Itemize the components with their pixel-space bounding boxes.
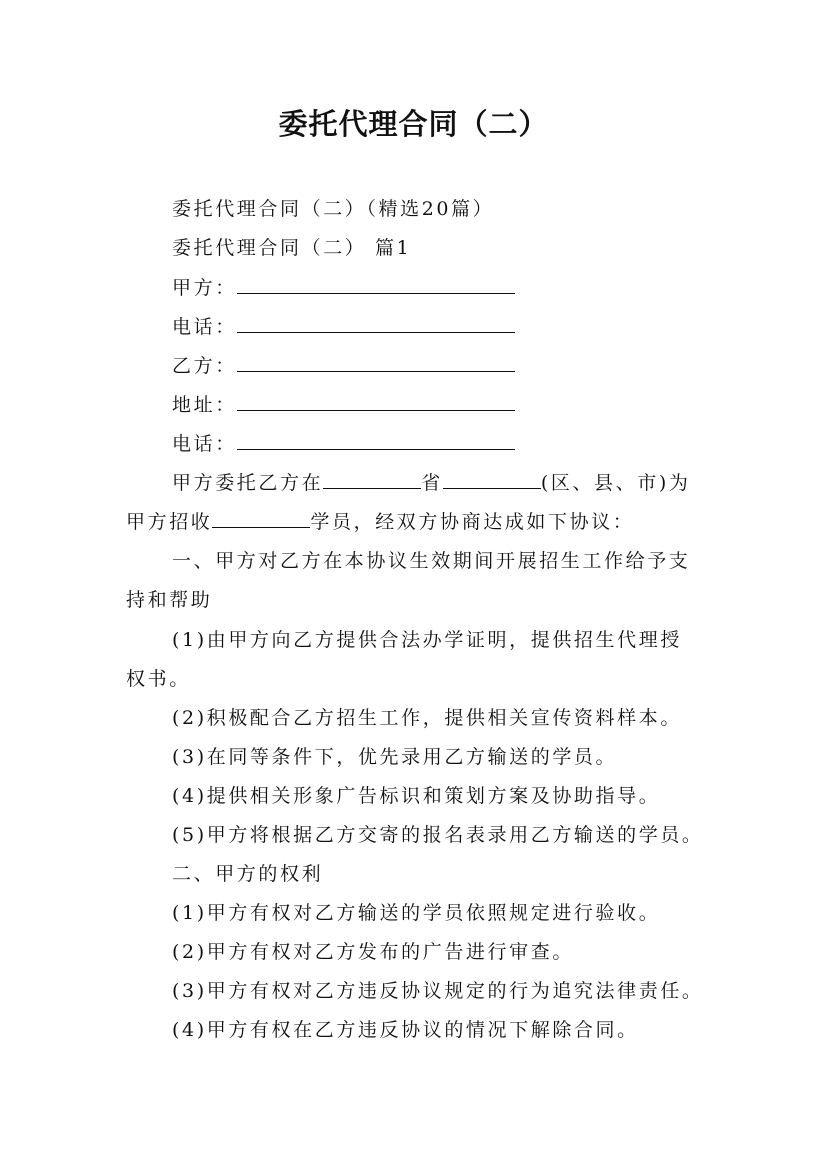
clause-item-cont: 权书。 [126,668,191,690]
phone-b-blank [237,431,515,450]
clause-heading-cont: 持和帮助 [126,589,213,611]
address-blank [237,392,515,411]
province-blank [323,470,421,489]
section-heading: 委托代理合同（二） 篇1 [172,237,412,259]
party-a-blank [237,275,515,294]
address-line [172,392,515,418]
party-a-label: 甲方： [172,277,237,299]
subtitle-line: 委托代理合同（二）（精选20篇） [172,198,495,220]
clause-item: (2)积极配合乙方招生工作，提供相关宣传资料样本。 [172,707,682,729]
party-b-blank [237,353,515,372]
clause-item: (1)由甲方向乙方提供合法办学证明，提供招生代理授 [172,629,682,651]
agreement-paragraph-line: 甲方招收 学员，经双方协商达成如下协议： [126,511,635,533]
agreement-paragraph-line: 甲方委托乙方在 省 (区、县、市)为 [172,472,691,494]
clause-item: (2)甲方有权对乙方发布的广告进行审查。 [172,941,574,963]
clause-heading: 一、甲方对乙方在本协议生效期间开展招生工作给予支 [172,550,691,572]
party-b-label: 乙方： [172,355,237,377]
party-b-line [172,353,515,379]
document-title: 委托代理合同（二） [278,107,549,141]
clause-item: (4)甲方有权在乙方违反协议的情况下解除合同。 [172,1019,639,1041]
district-blank [443,470,541,489]
clause-item: (3)甲方有权对乙方违反协议规定的行为追究法律责任。 [172,980,704,1002]
clause-item: (4)提供相关形象广告标识和策划方案及协助指导。 [172,785,661,807]
clause-item: (5)甲方将根据乙方交寄的报名表录用乙方输送的学员。 [172,824,704,846]
phone-a-label: 电话： [172,316,237,338]
clause-item: (1)甲方有权对乙方输送的学员依照规定进行验收。 [172,902,661,924]
students-blank [212,509,310,528]
address-label: 地址： [172,394,237,416]
phone-b-line [172,431,515,457]
phone-a-blank [237,314,515,333]
phone-b-label: 电话： [172,433,237,455]
phone-a-line [172,314,515,340]
clause-item: (3)在同等条件下，优先录用乙方输送的学员。 [172,746,618,768]
clause-heading: 二、甲方的权利 [172,863,324,885]
party-a-line [172,275,515,301]
